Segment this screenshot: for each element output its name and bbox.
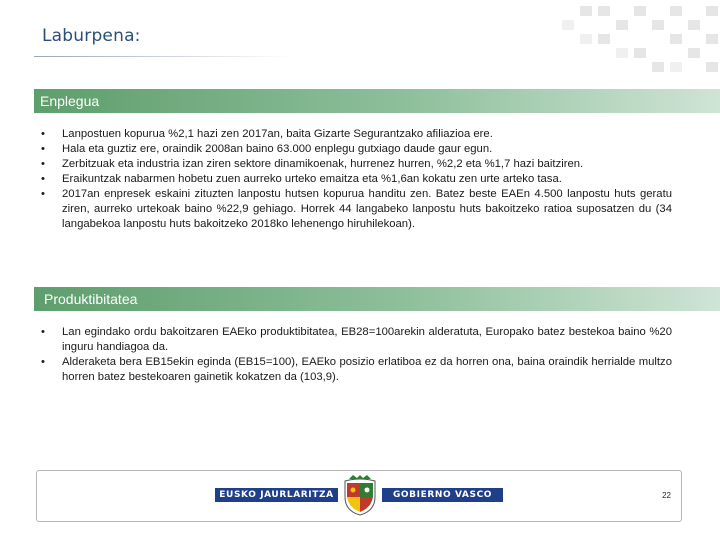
title-divider <box>34 56 294 57</box>
bullet-icon: • <box>41 173 45 185</box>
list-item <box>38 187 672 232</box>
bullet-text: 2017an enpresek eskaini zituzten lanpostu hutsen kopurua handitu zen. Batez beste EAEn 4.500 lanpostu huts geratu ziren, aurreko urtekoak baino %22,9 gehiago. Horrek 44 langabeko lanpostu huts bakoitzeko ratioa suposatzen du (34 langabekoa lanpostu huts bakoitzeko 2018ko lehenengo hiruhilekoan). <box>62 188 672 230</box>
bullet-text: Hala eta guztiz ere, oraindik 2008an baino 63.000 enplegu gutxiago daude gaur egun. <box>62 143 493 155</box>
bullet-icon: • <box>41 143 45 155</box>
bullet-icon: • <box>41 356 45 368</box>
coat-of-arms-icon <box>341 475 379 517</box>
list-item <box>38 172 672 187</box>
bullet-text: Lanpostuen kopurua %2,1 hazi zen 2017an, baita Gizarte Segurantzako afiliazioa ere. <box>62 128 493 140</box>
list-item <box>38 325 672 355</box>
page-number: 22 <box>662 491 671 500</box>
bullet-text: Lan egindako ordu bakoitzaren EAEko produktibitatea, EB28=100arekin alderatuta, Europako batez bestekoa baino %20 inguru handiagoa da. <box>62 326 672 353</box>
footer <box>36 470 682 522</box>
section-heading-enplegua: Enplegua <box>34 89 720 113</box>
bullet-text: Eraikuntzak nabarmen hobetu zuen aurreko urteko emaitza eta %1,6an kokatu zen urte arteko tasa. <box>62 173 562 185</box>
list-item <box>38 157 672 172</box>
logo-gobierno-vasco: GOBIERNO VASCO <box>382 488 503 502</box>
bullet-text: Alderaketa bera EB15ekin eginda (EB15=100), EAEko posizio erlatiboa ez da horren ona, baina oraindik herrialde multzo horren batez bestekoaren gainetik kokatzen da (103,9). <box>62 356 672 383</box>
list-item <box>38 142 672 157</box>
bullet-list-produktibitatea <box>38 325 672 385</box>
bullet-text: Zerbitzuak eta industria izan ziren sektore dinamikoenak, hurrenez hurren, %2,2 eta %1,7 hazi baitziren. <box>62 158 584 170</box>
bullet-icon: • <box>41 326 45 338</box>
list-item <box>38 355 672 385</box>
section-heading-produktibitatea: Produktibitatea <box>34 287 720 311</box>
slide-title: Laburpena: <box>42 26 141 46</box>
bullet-list-enplegua <box>38 127 672 232</box>
bullet-icon: • <box>41 158 45 170</box>
list-item <box>38 127 672 142</box>
bullet-icon: • <box>41 188 45 200</box>
corner-pattern-decoration <box>560 0 720 78</box>
bullet-icon: • <box>41 128 45 140</box>
logo-eusko-jaurlaritza: EUSKO JAURLARITZA <box>215 488 338 502</box>
